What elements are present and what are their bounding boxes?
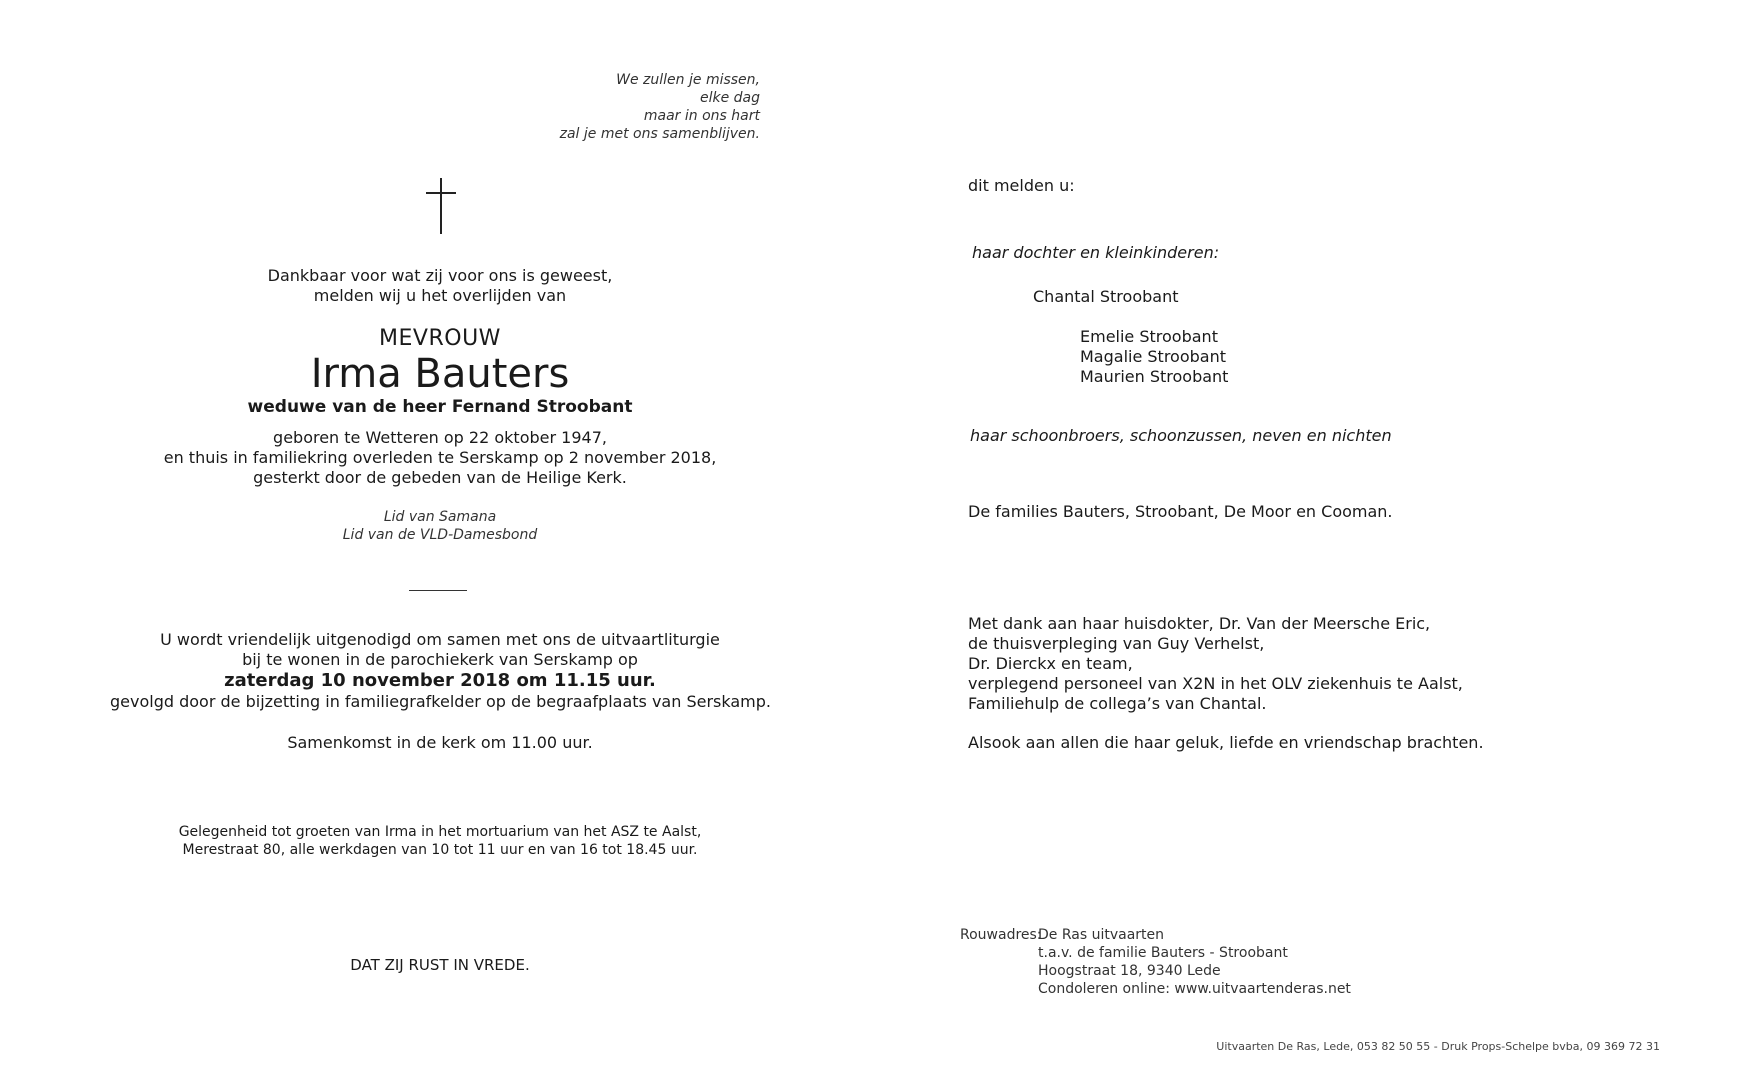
memberships: [110, 508, 770, 544]
invite-line: bij te wonen in de parochiekerk van Serskamp op: [242, 650, 638, 669]
thanks-line: de thuisverpleging van Guy Verhelst,: [968, 634, 1265, 653]
inlaws-line: haar schoonbroers, schoonzussen, neven en nichten: [970, 426, 1392, 445]
poem-line: We zullen je missen,: [616, 72, 760, 88]
funeral-date: zaterdag 10 november 2018 om 11.15 uur.: [224, 670, 656, 691]
intro-line: Dankbaar voor wat zij voor ons is geweest,: [267, 266, 613, 285]
cross-icon: [426, 178, 456, 234]
birth-death-line: en thuis in familiekring overleden te Serskamp op 2 november 2018,: [163, 448, 717, 467]
gathering-time: Samenkomst in de kerk om 11.00 uur.: [287, 733, 593, 752]
poem-line: maar in ons hart: [643, 108, 760, 124]
divider: [409, 590, 467, 591]
funeral-invitation: [110, 630, 770, 712]
thanks-text: [968, 614, 1688, 714]
visitation-info: [110, 823, 770, 859]
widow-line: weduwe van de heer Fernand Stroobant: [247, 397, 633, 417]
address-label: Rouwadres:: [960, 927, 1042, 943]
thanks-line: verplegend personeel van X2N in het OLV ziekenhuis te Aalst,: [968, 674, 1463, 693]
grandchild-name: Emelie Stroobant: [1080, 327, 1218, 346]
visitation-line: Gelegenheid tot groeten van Irma in het mortuarium van het ASZ te Aalst,: [178, 824, 702, 840]
also-thanks: Alsook aan allen die haar geluk, liefde en vriendschap brachten.: [968, 733, 1484, 752]
invite-line: gevolgd door de bijzetting in familiegrafkelder op de begraafplaats van Serskamp.: [110, 692, 771, 711]
address-line: t.a.v. de familie Bauters - Stroobant: [1038, 945, 1288, 961]
announce-heading: dit melden u:: [968, 176, 1075, 195]
membership-line: Lid van de VLD-Damesbond: [342, 527, 538, 543]
footer-credits: Uitvaarten De Ras, Lede, 053 82 50 55 - Druk Props-Schelpe bvba, 09 369 72 31: [1216, 1040, 1660, 1053]
intro-line: melden wij u het overlijden van: [313, 286, 567, 305]
poem-line: elke dag: [699, 90, 760, 106]
birth-death-line: gesterkt door de gebeden van de Heilige Kerk.: [253, 468, 627, 487]
birth-death-line: geboren te Wetteren op 22 oktober 1947,: [273, 428, 607, 447]
daughter-heading: haar dochter en kleinkinderen:: [972, 243, 1220, 262]
title-prefix: MEVROUW: [379, 326, 501, 351]
deceased-name: Irma Bauters: [310, 351, 570, 397]
daughter-name: Chantal Stroobant: [1033, 287, 1179, 306]
grandchildren-list: [1080, 327, 1737, 387]
rest-in-peace: DAT ZIJ RUST IN VREDE.: [350, 956, 530, 974]
poem-line: zal je met ons samenblijven.: [559, 126, 760, 142]
poem: [520, 71, 760, 143]
grandchild-name: Maurien Stroobant: [1080, 367, 1229, 386]
membership-line: Lid van Samana: [383, 509, 497, 525]
thanks-line: Familiehulp de collega’s van Chantal.: [968, 694, 1267, 713]
address-line: Hoogstraat 18, 9340 Lede: [1038, 963, 1221, 979]
visitation-line: Merestraat 80, alle werkdagen van 10 tot 11 uur en van 16 tot 18.45 uur.: [182, 842, 698, 858]
birth-death-text: [110, 428, 770, 488]
intro-text: [110, 266, 770, 306]
address-line: De Ras uitvaarten: [1038, 927, 1165, 943]
invite-line: U wordt vriendelijk uitgenodigd om samen met ons de uitvaartliturgie: [160, 630, 720, 649]
grandchild-name: Magalie Stroobant: [1080, 347, 1226, 366]
families-line: De families Bauters, Stroobant, De Moor en Cooman.: [968, 502, 1393, 521]
thanks-line: Dr. Dierckx en team,: [968, 654, 1133, 673]
address-line: Condoleren online: www.uitvaartenderas.net: [1038, 981, 1351, 997]
thanks-line: Met dank aan haar huisdokter, Dr. Van der Meersche Eric,: [968, 614, 1431, 633]
